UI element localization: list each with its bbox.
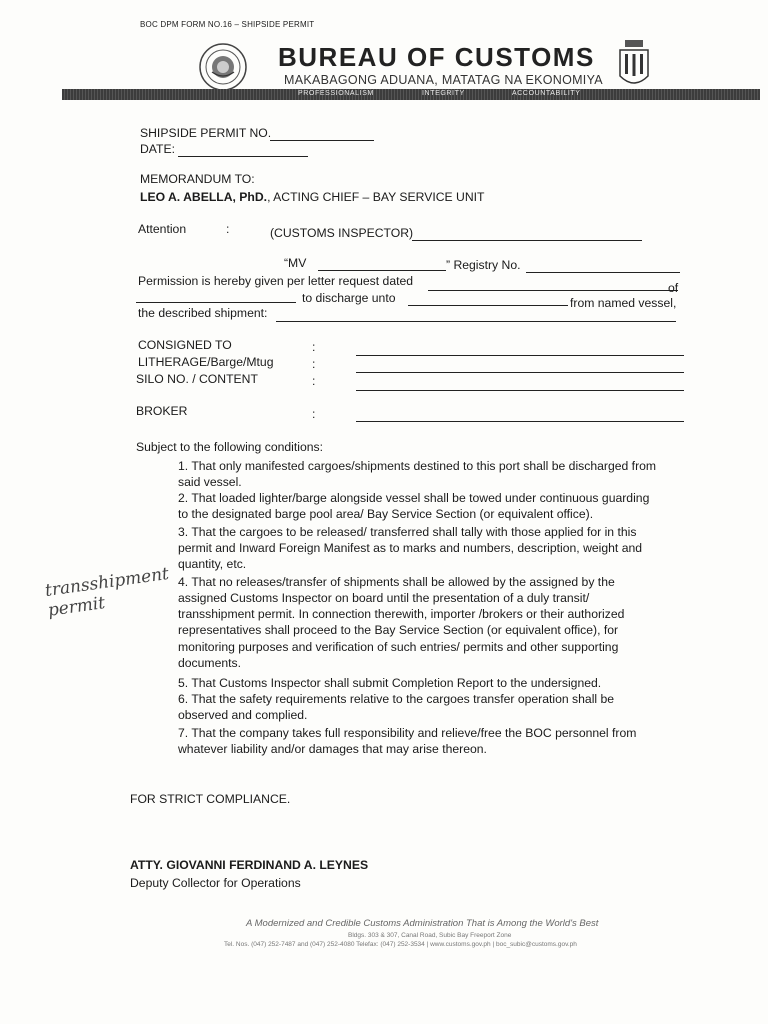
condition-line: whatever liability and/or damages that may arise thereon. — [178, 742, 487, 756]
discharge-text: to discharge unto — [302, 291, 396, 305]
value-accountability: ACCOUNTABILITY — [512, 90, 581, 97]
condition-line: assigned Customs Inspector on board until the presentation of a duly transit/ — [178, 591, 590, 605]
permit-no-field[interactable] — [270, 140, 374, 141]
condition-line: 6. That the safety requirements relative to the cargoes transfer operation shall be — [178, 692, 615, 706]
condition-line: 4. That no releases/transfer of shipments shall be allowed by the assigned by the — [178, 575, 615, 589]
vessel-name-field[interactable] — [318, 270, 446, 271]
broker-field[interactable] — [356, 421, 684, 422]
condition-line: permit and Inward Foreign Manifest as to marks and numbers, description, weight and — [178, 541, 643, 555]
condition-line: monitoring purposes and verification of such entries/ permits and other supporting — [178, 640, 619, 654]
registry-no-field[interactable] — [526, 272, 680, 273]
permit-no-label: SHIPSIDE PERMIT NO. — [140, 126, 272, 140]
shield-logo-icon — [617, 40, 651, 92]
conditions-heading: Subject to the following conditions: — [136, 440, 323, 454]
shipment-field[interactable] — [276, 321, 676, 322]
condition-line: said vessel. — [178, 475, 242, 489]
silo-label: SILO NO. / CONTENT — [136, 372, 258, 386]
consigned-to-field[interactable] — [356, 355, 684, 356]
silo-colon: : — [312, 374, 316, 388]
compliance-text: FOR STRICT COMPLIANCE. — [130, 792, 291, 806]
condition-line: 3. That the cargoes to be released/ transferred shall tally with those applied for in this — [178, 525, 637, 539]
registry-label: ” Registry No. — [446, 258, 521, 272]
addressee-name: LEO A. ABELLA, PhD. — [140, 190, 268, 204]
inspector-field[interactable] — [412, 240, 642, 241]
lighterage-label: LITHERAGE/Barge/Mtug — [138, 355, 274, 369]
addressee — [140, 190, 484, 204]
customs-seal-icon — [198, 42, 248, 92]
condition-line: 7. That the company takes full responsibility and relieve/free the BOC personnel from — [178, 726, 637, 740]
condition-line: observed and complied. — [178, 708, 308, 722]
signatory-title: Deputy Collector for Operations — [130, 876, 301, 890]
lighterage-field[interactable] — [356, 372, 684, 373]
of-text: of — [668, 281, 679, 295]
signatory-name: ATTY. GIOVANNI FERDINAND A. LEYNES — [130, 858, 369, 872]
value-professionalism: PROFESSIONALISM — [298, 90, 374, 97]
requester-field[interactable] — [136, 302, 296, 303]
discharge-unto-field[interactable] — [408, 305, 568, 306]
mv-label: “MV — [284, 256, 307, 270]
consigned-colon: : — [312, 340, 316, 354]
footer-address: Bldgs. 303 & 307, Canal Road, Subic Bay Freeport Zone — [348, 932, 512, 939]
addressee-title: , ACTING CHIEF – BAY SERVICE UNIT — [267, 190, 485, 204]
condition-line: transshipment permit. In connection therewith, importer /brokers or their authorized — [178, 607, 625, 621]
condition-line: quantity, etc. — [178, 557, 247, 571]
inspector-label: (CUSTOMS INSPECTOR) — [270, 226, 414, 240]
lighterage-colon: : — [312, 357, 316, 371]
broker-label: BROKER — [136, 404, 188, 418]
condition-line: documents. — [178, 656, 242, 670]
date-label: DATE: — [140, 142, 175, 156]
condition-line: to the designated barge pool area/ Bay Service Section (or equivalent office). — [178, 507, 594, 521]
agency-tagline: MAKABAGONG ADUANA, MATATAG NA EKONOMIYA — [284, 73, 603, 87]
footer-tagline: A Modernized and Credible Customs Administration That is Among the World's Best — [246, 918, 599, 929]
handwritten-note: transshipment permit — [43, 563, 171, 621]
silo-field[interactable] — [356, 390, 684, 391]
values-banner — [62, 89, 760, 100]
broker-colon: : — [312, 407, 316, 421]
value-integrity: INTEGRITY — [422, 90, 465, 97]
footer-contact: Tel. Nos. (047) 252-7487 and (047) 252-4080 Telefax: (047) 252-3534 | www.customs.gov.ph | boc_subic@customs.gov.ph — [224, 941, 577, 948]
described-shipment-label: the described shipment: — [138, 306, 268, 320]
agency-name: BUREAU OF CUSTOMS — [278, 42, 595, 72]
condition-line: 5. That Customs Inspector shall submit Completion Report to the undersigned. — [178, 676, 602, 690]
request-date-field[interactable] — [428, 290, 678, 291]
from-vessel-text: from named vessel, — [570, 296, 677, 310]
date-field[interactable] — [178, 156, 308, 157]
memorandum-label: MEMORANDUM TO: — [140, 172, 255, 186]
form-number: BOC DPM FORM NO.16 – SHIPSIDE PERMIT — [140, 20, 315, 29]
attention-label: Attention — [138, 222, 187, 236]
attention-colon: : — [226, 222, 230, 236]
condition-line: 2. That loaded lighter/barge alongside vessel shall be towed under continuous guarding — [178, 491, 650, 505]
permission-text: Permission is hereby given per letter request dated — [138, 274, 414, 288]
consigned-to-label: CONSIGNED TO — [138, 338, 232, 352]
condition-line: representatives shall proceed to the Bay Service Section (or equivalent office), for — [178, 623, 619, 637]
condition-line: 1. That only manifested cargoes/shipments destined to this port shall be discharged from — [178, 459, 657, 473]
